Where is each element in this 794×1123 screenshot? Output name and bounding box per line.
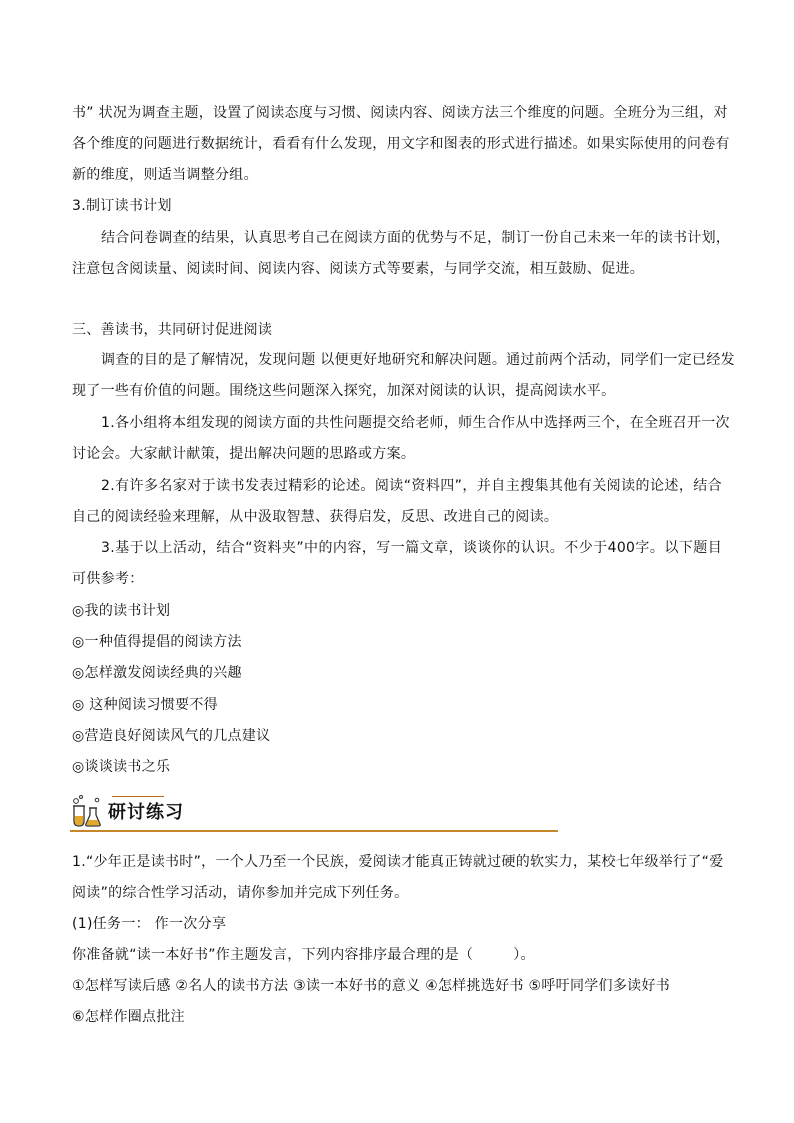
topic-item-3: ◎怎样激发阅读经典的兴趣 [72,665,242,681]
topic-item-5: ◎营造良好阅读风气的几点建议 [72,728,271,744]
line-12: 2.有许多名家对于读书发表过精彩的论述。阅读“资料四”，并自主搜集其他有关阅读的论述，结合 [101,478,722,494]
question-1-line-1: 1.“少年正是读书时”，一个人乃至一个民族，爱阅读才能真正铸就过硬的软实力，某校七年级举行了“爱 [72,854,724,870]
line-1: 书” 状况为调查主题，设置了阅读态度与习惯、阅读内容、阅读方法三个维度的问题。全班分为三组，对 [72,105,728,121]
flask-icon [70,794,104,828]
line-11: 讨论会。大家献计献策，提出解决问题的思路或方案。 [72,446,416,462]
line-9: 现了一些有价值的问题。围绕这些问题深入探究，加深对阅读的认识，提高阅读水平。 [72,383,616,399]
section-heading-3: 三、善读书，共同研讨促进阅读 [72,322,273,338]
header-rule-top [112,796,164,797]
question-1-line-2: 阅读”的综合性学习活动，请你参加并完成下列任务。 [72,885,409,901]
answer-option-6: ⑥怎样作圈点批注 [72,1009,185,1025]
line-10: 1.各小组将本组发现的阅读方面的共性问题提交给老师，师生合作从中选择两三个，在全班召开一次 [101,415,730,431]
line-13: 自己的阅读经验来理解，从中汲取智慧、获得启发，反思、改进自己的阅读。 [72,509,559,525]
topic-item-2: ◎一种值得提倡的阅读方法 [72,634,242,650]
line-15: 可供参考： [72,571,144,587]
prompt-close: ）。 [513,947,535,963]
task-1-label: (1)任务一： 作一次分享 [72,916,227,932]
line-6: 注意包含阅读量、阅读时间、阅读内容、阅读方式等要素，与同学交流，相互鼓励、促进。 [72,261,644,277]
section-title: 研讨练习 [108,802,184,823]
topic-item-1: ◎我的读书计划 [72,603,171,619]
topic-item-6: ◎谈谈读书之乐 [72,759,171,775]
line-5: 结合问卷调查的结果，认真思考自己在阅读方面的优势与不足，制订一份自己未来一年的读书计划， [101,230,731,246]
topic-item-4: ◎ 这种阅读习惯要不得 [72,697,218,713]
line-3: 新的维度，则适当调整分组。 [72,167,258,183]
section-header [70,792,560,836]
line-2: 各个维度的问题进行数据统计，看看有什么发现，用文字和图表的形式进行描述。如果实际使用的问卷有 [72,136,730,152]
answer-options: ①怎样写读后感 ②名人的读书方法 ③读一本好书的意义 ④怎样挑选好书 ⑤呼吁同学们多读好书 [72,978,671,994]
prompt-text: 你准备就“读一本好书”作主题发言，下列内容排序最合理的是（ [72,947,474,963]
subheading-reading-plan: 3.制订读书计划 [72,198,172,214]
header-rule-bottom [70,830,558,832]
line-8: 调查的目的是了解情况，发现问题 以便更好地研究和解决问题。通过前两个活动，同学们一定已经发 [101,352,735,368]
line-14: 3.基于以上活动，结合“资料夹”中的内容，写一篇文章，谈谈你的认识。不少于400字。以下题目 [101,540,722,556]
question-prompt [72,945,535,965]
